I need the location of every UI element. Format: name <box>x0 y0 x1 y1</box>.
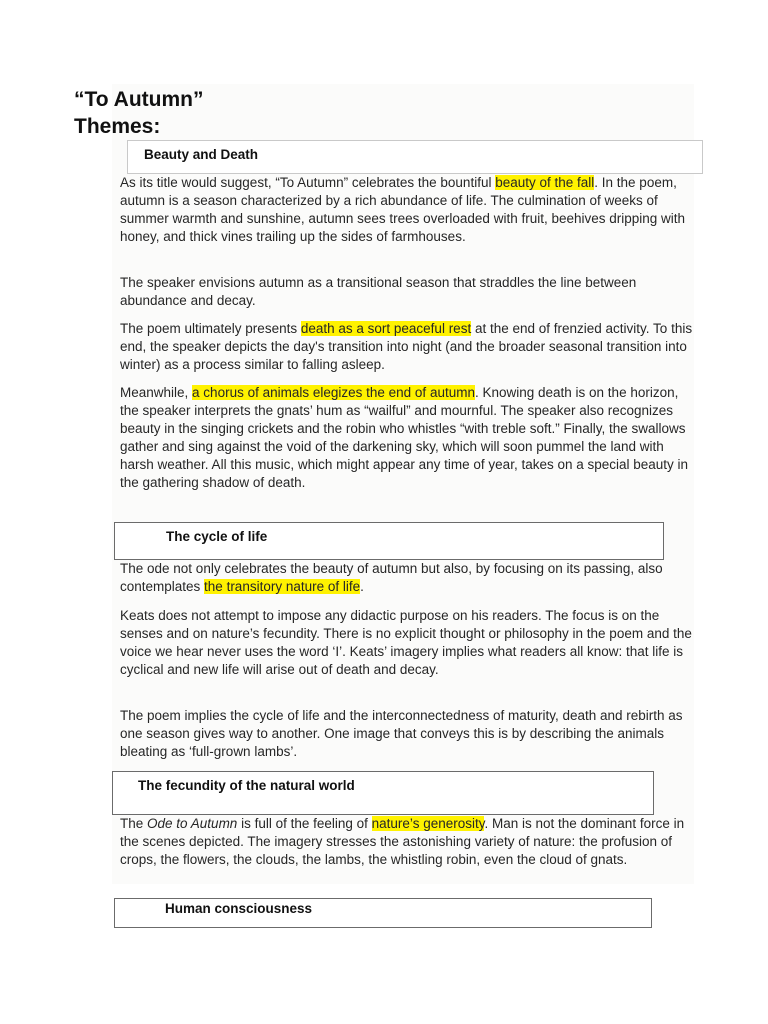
paragraph <box>120 815 694 869</box>
paragraph-text: Meanwhile, <box>120 385 193 400</box>
paragraph-text: is full of the feeling of <box>237 816 372 831</box>
page-title <box>74 86 203 140</box>
paragraph: The speaker envisions autumn as a transitional season that straddles the line between abundance and decay. <box>120 275 637 309</box>
paragraph: The poem implies the cycle of life and the interconnectedness of maturity, death and rebirth as one season gives way to another. One image that conveys this is by describing the animals bleating as ‘full-grown lambs’. <box>120 708 683 760</box>
italic-title: Ode to Autumn <box>147 816 238 831</box>
section-heading-box-beauty-death <box>127 140 703 174</box>
highlighted-text: beauty of the fall <box>495 175 595 190</box>
title-line-1: “To Autumn” <box>74 88 204 111</box>
highlighted-text: the transitory nature of life <box>204 579 361 595</box>
section-heading-box-cycle-of-life <box>114 522 664 560</box>
paragraph-text: . <box>360 579 364 595</box>
title-line-2: Themes: <box>74 115 161 138</box>
paragraph <box>120 384 694 493</box>
paragraph-text: As its title would suggest, “To Autumn” celebrates the bountiful <box>120 175 496 190</box>
section-heading: The fecundity of the natural world <box>138 778 355 793</box>
section-heading: The cycle of life <box>166 529 268 544</box>
paragraph <box>120 320 694 374</box>
paragraph-text: The poem ultimately presents <box>120 321 301 336</box>
paragraph-text: The <box>120 816 148 831</box>
paragraph: Keats does not attempt to impose any didactic purpose on his readers. The focus is on the senses and on nature’s fecundity. There is no explicit thought or philosophy in the poem and the voice we hear never uses the word ‘I’. Keats’ imagery implies what readers all know: that life is cyclical and new life will arise out of death and decay. <box>120 608 692 678</box>
paragraph <box>120 560 694 596</box>
paragraph-text: . Man is not the dominant force in the scenes depicted. The imagery stresses the astonishing variety of nature: the profusion of crops, the flowers, the clouds, the lambs, the whistling robin, even the cloud of gnats. <box>120 816 685 868</box>
highlighted-text: nature’s generosity <box>371 816 485 831</box>
section-heading-box-fecundity <box>112 771 654 815</box>
paragraph-text: The ode not only celebrates the beauty of autumn but also, by focusing on its passing, also contemplates <box>120 561 663 595</box>
section-heading: Human consciousness <box>165 901 313 916</box>
section-heading: Beauty and Death <box>144 147 259 162</box>
paragraph <box>120 174 694 246</box>
paragraph-text: . Knowing death is on the horizon, the speaker interprets the gnats’ hum as “wailful” and mournful. The speaker also recognizes beauty in the singing crickets and the robin who whistles “with treble soft.” Finally, the swallows gather and sing against the void of the darkening sky, which will soon pummel the land with harsh weather. All this music, which might appear any time of year, takes on a special beauty in the gathering shadow of death. <box>120 385 689 491</box>
paragraph-text: at the end of frenzied activity. To this end, the speaker depicts the day's transition into night (and the broader seasonal transition into winter) as a process similar to falling asleep. <box>120 321 693 373</box>
highlighted-text: death as a sort peaceful rest <box>300 321 472 336</box>
section-heading-box-human-consciousness <box>114 898 652 928</box>
highlighted-text: a chorus of animals elegizes the end of autumn <box>192 385 475 400</box>
paragraph-text: . In the poem, autumn is a season characterized by a rich abundance of life. The culmination of weeks of summer warmth and sunshine, autumn sees trees overloaded with fruit, beehives dripping with honey, and thick vines trailing up the sides of farmhouses. <box>120 175 686 245</box>
